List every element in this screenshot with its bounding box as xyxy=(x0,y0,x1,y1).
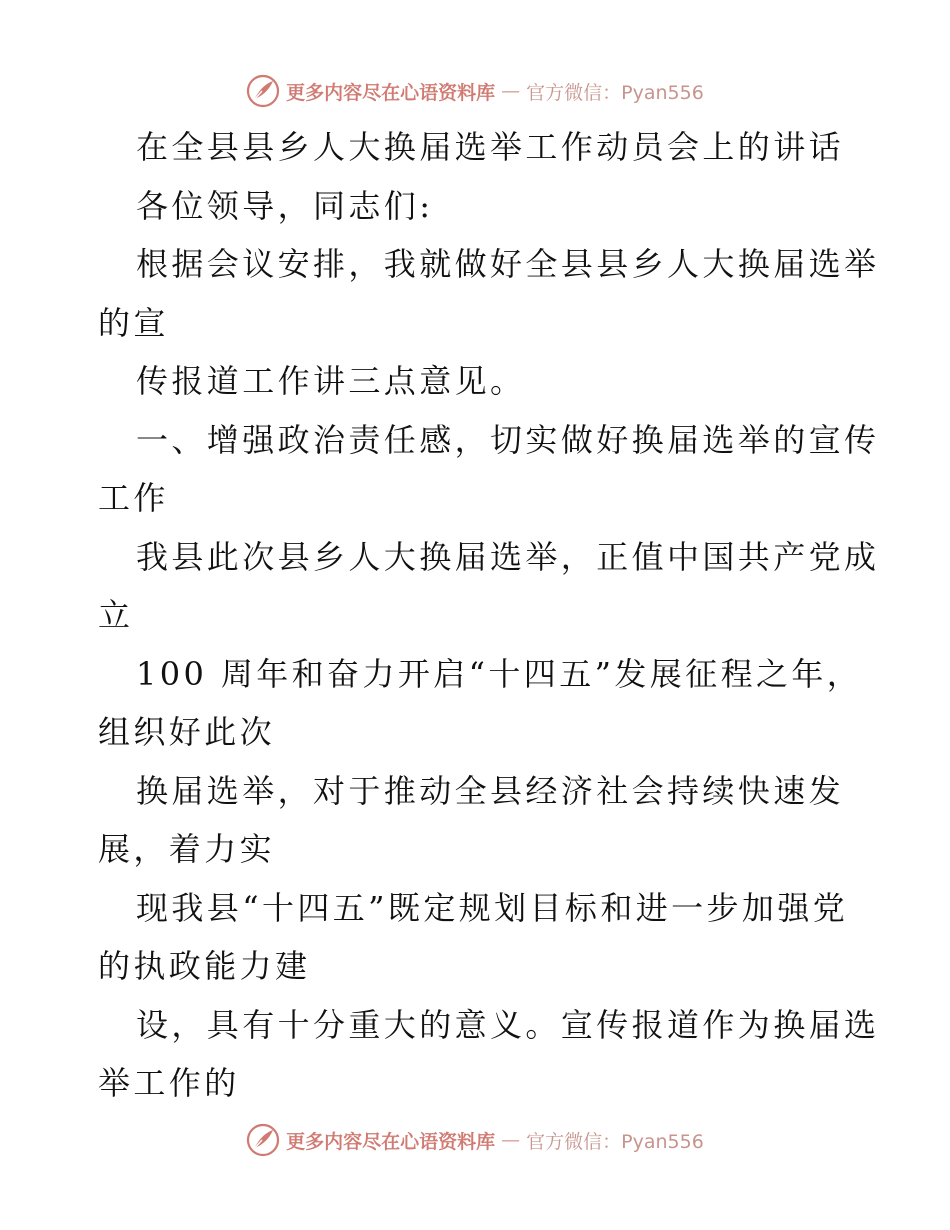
paragraph-line: 设，具有十分重大的意义。宣传报道作为换届选 xyxy=(136,1005,880,1044)
feather-pen-logo-icon xyxy=(246,74,280,108)
paragraph-line: 现我县“十四五”既定规划目标和进一步加强党 xyxy=(136,888,849,927)
paragraph-line: 换届选举，对于推动全县经济社会持续快速发 xyxy=(136,771,845,810)
watermark-dash: — xyxy=(501,80,521,102)
watermark-main-text: 更多内容尽在心语资料库 xyxy=(286,1130,496,1153)
header-watermark xyxy=(0,71,950,111)
paragraph-line: 组织好此次 xyxy=(98,713,276,751)
paragraph-line: 展，着力实 xyxy=(98,830,276,868)
paragraph-line: 的执政能力建 xyxy=(98,947,311,985)
watermark-dash: — xyxy=(501,1129,521,1151)
feather-pen-logo-icon xyxy=(246,1123,280,1157)
paragraph-line: 我县此次县乡人大换届选举，正值中国共产党成 xyxy=(136,537,880,576)
watermark-sub-text: 官方微信：Pyan556 xyxy=(526,1130,704,1153)
salutation: 各位领导，同志们: xyxy=(136,186,434,225)
footer-watermark xyxy=(0,1120,950,1160)
watermark-main-text: 更多内容尽在心语资料库 xyxy=(286,81,496,104)
paragraph-line: 举工作的 xyxy=(98,1064,240,1102)
paragraph-line: 立 xyxy=(98,596,134,634)
paragraph-line: 传报道工作讲三点意见。 xyxy=(136,362,526,400)
paragraph-line: 的宣 xyxy=(98,303,169,342)
paragraph-line: 100 周年和奋力开启“十四五”发展征程之年， xyxy=(136,654,863,693)
document-title: 在全县县乡人大换届选举工作动员会上的讲话 xyxy=(136,128,845,166)
watermark-sub-text: 官方微信：Pyan556 xyxy=(526,81,704,104)
document-body xyxy=(98,118,880,1113)
section-heading-continuation: 工作 xyxy=(98,479,169,517)
section-heading: 一、增强政治责任感，切实做好换届选举的宣传 xyxy=(136,420,880,459)
paragraph-line: 根据会议安排，我就做好全县县乡人大换届选举 xyxy=(136,245,880,283)
